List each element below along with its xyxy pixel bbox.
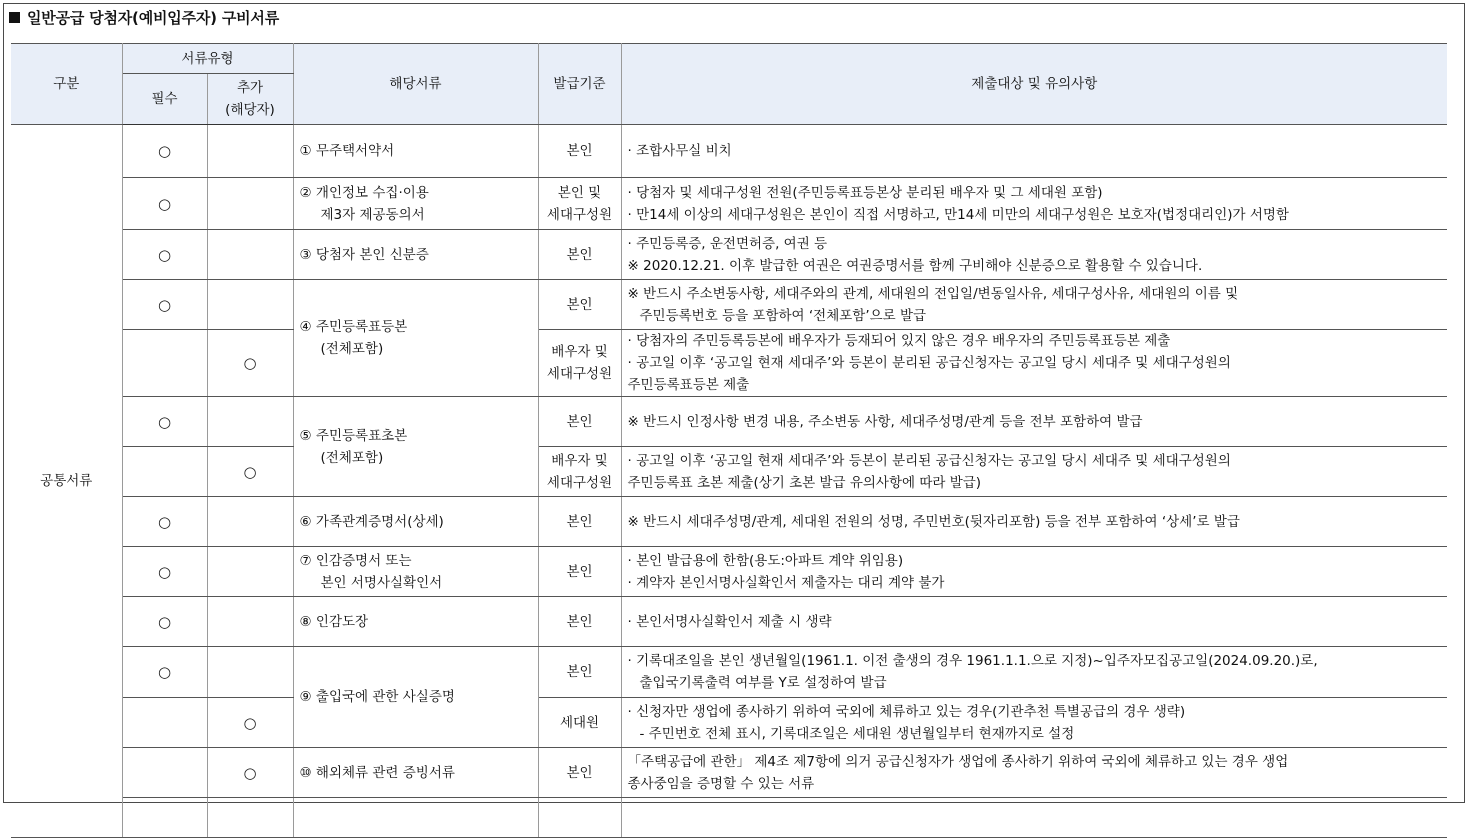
document-name: ② 개인정보 수집·이용 제3자 제공동의서 — [293, 178, 538, 230]
additional-mark-empty — [207, 280, 293, 330]
required-mark: ○ — [122, 497, 207, 547]
notes-cell: · 기록대조일을 본인 생년월일(1961.1. 이전 출생의 경우 1961.1.1.으로 지정)~입주자모집공고일(2024.09.20.)로, 출입국기록출력 여부를 Y로 설정하여 발급 — [621, 647, 1447, 698]
table-row — [11, 497, 1447, 547]
issuer-cell: 본인 — [538, 647, 621, 698]
table-row — [11, 280, 1447, 330]
required-mark: ○ — [122, 397, 207, 447]
additional-mark-empty — [207, 230, 293, 280]
additional-mark-empty — [207, 597, 293, 647]
header-document-type: 서류유형 — [122, 44, 293, 74]
document-title: 일반공급 당첨자(예비입주자) 구비서류 — [9, 7, 279, 28]
document-name: ⑧ 인감도장 — [293, 597, 538, 647]
required-mark: ○ — [122, 597, 207, 647]
header-issuer: 발급기준 — [538, 44, 621, 125]
issuer-cell: 배우자 및 세대구성원 — [538, 330, 621, 397]
header-required: 필수 — [122, 74, 207, 125]
document-name: ④ 주민등록표등본 (전체포함) — [293, 280, 538, 397]
required-mark: ○ — [122, 647, 207, 698]
notes-cell: · 본인 발급용에 한함(용도:아파트 계약 위임용) · 계약자 본인서명사실확인서 제출자는 대리 계약 불가 — [621, 547, 1447, 597]
issuer-cell: 본인 — [538, 280, 621, 330]
required-mark: ○ — [122, 280, 207, 330]
table-row — [11, 647, 1447, 698]
required-mark: ○ — [122, 178, 207, 230]
required-documents-table — [11, 43, 1447, 838]
additional-mark-empty — [207, 125, 293, 178]
issuer-cell: 배우자 및 세대구성원 — [538, 447, 621, 497]
table-row — [11, 597, 1447, 647]
table-row — [11, 547, 1447, 597]
table-row — [11, 447, 1447, 497]
notes-cell: ※ 반드시 인정사항 변경 내용, 주소변동 사항, 세대주성명/관계 등을 전부 포함하여 발급 — [621, 397, 1447, 447]
issuer-cell: 본인 — [538, 547, 621, 597]
required-mark: ○ — [122, 125, 207, 178]
table-row — [11, 125, 1447, 178]
required-mark-empty — [122, 330, 207, 397]
header-additional: 추가 (해당자) — [207, 74, 293, 125]
document-name: ⑨ 출입국에 관한 사실증명 — [293, 647, 538, 748]
required-mark: ○ — [122, 230, 207, 280]
table-row — [11, 397, 1447, 447]
table-row — [11, 178, 1447, 230]
header-document: 해당서류 — [293, 44, 538, 125]
issuer-cell: 본인 — [538, 748, 621, 798]
square-bullet-icon — [9, 12, 20, 23]
issuer-cell: 본인 — [538, 397, 621, 447]
notes-cell: · 주민등록증, 운전면허증, 여권 등 ※ 2020.12.21. 이후 발급한 여권은 여권증명서를 함께 구비해야 신분증으로 활용할 수 있습니다. — [621, 230, 1447, 280]
notes-cell: 「주택공급에 관한」 제4조 제7항에 의거 공급신청자가 생업에 종사하기 위하여 국외에 체류하고 있는 경우 생업 종사중임을 증명할 수 있는 서류 — [621, 748, 1447, 798]
header-category: 구분 — [11, 44, 122, 125]
table-row — [11, 748, 1447, 798]
notes-cell: · 당첨자 및 세대구성원 전원(주민등록표등본상 분리된 배우자 및 그 세대원 포함) · 만14세 이상의 세대구성원은 본인이 직접 서명하고, 만14세 미만의 세대구성원은 보호자(법정대리인)가 서명함 — [621, 178, 1447, 230]
notes-cell: ※ 반드시 세대주성명/관계, 세대원 전원의 성명, 주민번호(뒷자리포함) 등을 전부 포함하여 ‘상세’로 발급 — [621, 497, 1447, 547]
issuer-cell: 본인 — [538, 597, 621, 647]
additional-mark-empty — [207, 497, 293, 547]
additional-mark: ○ — [207, 330, 293, 397]
required-mark-empty — [122, 447, 207, 497]
issuer-cell: 본인 및 세대구성원 — [538, 178, 621, 230]
document-name: ① 무주택서약서 — [293, 125, 538, 178]
notes-cell: · 신청자만 생업에 종사하기 위하여 국외에 체류하고 있는 경우(기관추천 특별공급의 경우 생략) - 주민번호 전체 표시, 기록대조일은 세대원 생년월일부터 현재까지로 설정 — [621, 698, 1447, 748]
document-name: ⑩ 해외체류 관련 증빙서류 — [293, 748, 538, 798]
required-mark: ○ — [122, 547, 207, 597]
additional-mark: ○ — [207, 447, 293, 497]
table-row — [11, 230, 1447, 280]
table-row-cutoff — [11, 798, 1447, 838]
issuer-cell: 본인 — [538, 125, 621, 178]
document-name: ⑦ 인감증명서 또는 본인 서명사실확인서 — [293, 547, 538, 597]
additional-mark: ○ — [207, 748, 293, 798]
required-mark-empty — [122, 748, 207, 798]
notes-cell: · 공고일 이후 ‘공고일 현재 세대주’와 등본이 분리된 공급신청자는 공고일 당시 세대주 및 세대구성원의 주민등록표 초본 제출(상기 초본 발급 유의사항에 따라 발급) — [621, 447, 1447, 497]
notes-cell: · 본인서명사실확인서 제출 시 생략 — [621, 597, 1447, 647]
header-notes: 제출대상 및 유의사항 — [621, 44, 1447, 125]
additional-mark-empty — [207, 397, 293, 447]
issuer-cell: 본인 — [538, 497, 621, 547]
issuer-cell: 본인 — [538, 230, 621, 280]
notes-cell: · 조합사무실 비치 — [621, 125, 1447, 178]
issuer-cell: 세대원 — [538, 698, 621, 748]
table-row — [11, 698, 1447, 748]
additional-mark-empty — [207, 547, 293, 597]
required-mark-empty — [122, 698, 207, 748]
table-row — [11, 330, 1447, 397]
document-name: ⑥ 가족관계증명서(상세) — [293, 497, 538, 547]
category-cell: 공통서류 — [11, 125, 122, 838]
document-name: ③ 당첨자 본인 신분증 — [293, 230, 538, 280]
additional-mark: ○ — [207, 698, 293, 748]
additional-mark-empty — [207, 178, 293, 230]
notes-cell: ※ 반드시 주소변동사항, 세대주와의 관계, 세대원의 전입일/변동일사유, 세대구성사유, 세대원의 이름 및 주민등록번호 등을 포함하여 ‘전체포함’으로 발급 — [621, 280, 1447, 330]
notes-cell: · 당첨자의 주민등록등본에 배우자가 등재되어 있지 않은 경우 배우자의 주민등록표등본 제출 · 공고일 이후 ‘공고일 현재 세대주’와 등본이 분리된 공급신청자는 공고일 당시 세대주 및 세대구성원의 주민등록표등본 제출 — [621, 330, 1447, 397]
additional-mark-empty — [207, 647, 293, 698]
document-name: ⑤ 주민등록표초본 (전체포함) — [293, 397, 538, 497]
